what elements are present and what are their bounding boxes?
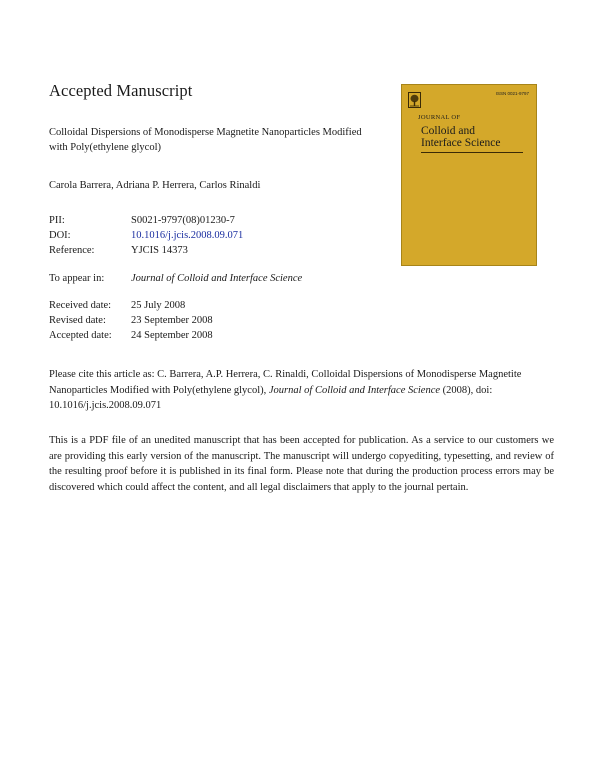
citation-prefix: Please cite this article as: C. Barrera, A.P. Herrera, C. Rinaldi, Colloidal Dispersions of Monodisperse Magnetite Nanoparticles Modified with Poly(ethylene glycol), xyxy=(49,369,522,396)
accepted-date-row xyxy=(49,328,213,343)
revised-date-row xyxy=(49,313,213,328)
page-heading: Accepted Manuscript xyxy=(49,81,193,100)
doi-label: DOI: xyxy=(49,230,71,241)
received-date-value: 25 July 2008 xyxy=(131,300,186,311)
publisher-tree-logo-icon xyxy=(408,92,421,108)
doi-row xyxy=(49,228,243,243)
cover-journal-title xyxy=(421,125,533,149)
journal-cover-image xyxy=(401,84,537,266)
accepted-date-value: 24 September 2008 xyxy=(131,330,213,341)
citation-journal: Journal of Colloid and Interface Science xyxy=(268,384,441,396)
identifier-block xyxy=(49,213,243,258)
reference-row xyxy=(49,243,243,258)
appear-in-block xyxy=(49,271,302,286)
appear-in-journal: Journal of Colloid and Interface Science xyxy=(131,273,303,284)
cover-title-line2: Interface Science xyxy=(421,137,501,149)
disclaimer-paragraph: This is a PDF file of an unedited manuscript that has been accepted for publication. As a service to our customers we are providing this early version of the manuscript. The manuscript will undergo copyediting, typesetting, and review of the resulting proof before it is published in its final form. Please note that during the production process errors may be discovered which could affect the content, and all legal disclaimers that apply to the journal pertain. xyxy=(49,435,554,493)
cover-code: ISSN 0021-9797 xyxy=(495,91,529,96)
revised-date-value: 23 September 2008 xyxy=(131,315,213,326)
doi-link[interactable]: 10.1016/j.jcis.2008.09.071 xyxy=(131,230,244,241)
pii-row xyxy=(49,213,243,228)
revised-date-label: Revised date: xyxy=(49,315,106,326)
reference-value: YJCIS 14373 xyxy=(131,245,188,256)
received-date-label: Received date: xyxy=(49,300,112,311)
citation-suffix: (2008), doi: 10.1016/j.jcis.2008.09.071 xyxy=(49,384,493,411)
author-list: Carola Barrera, Adriana P. Herrera, Carlos Rinaldi xyxy=(49,180,261,191)
cover-journal-of: JOURNAL OF xyxy=(418,114,461,121)
appear-in-label: To appear in: xyxy=(49,273,105,284)
received-date-row xyxy=(49,298,213,313)
cover-title-line1: Colloid and xyxy=(421,125,475,137)
appear-in-row xyxy=(49,271,302,286)
cover-divider xyxy=(421,152,523,153)
pii-label: PII: xyxy=(49,215,65,226)
pii-value: S0021-9797(08)01230-7 xyxy=(131,215,235,226)
dates-block xyxy=(49,298,213,343)
article-title: Colloidal Dispersions of Monodisperse Magnetite Nanoparticles Modified with Poly(ethylene glycol) xyxy=(49,127,362,153)
accepted-date-label: Accepted date: xyxy=(49,330,112,341)
citation-paragraph xyxy=(49,367,554,414)
reference-label: Reference: xyxy=(49,245,95,256)
